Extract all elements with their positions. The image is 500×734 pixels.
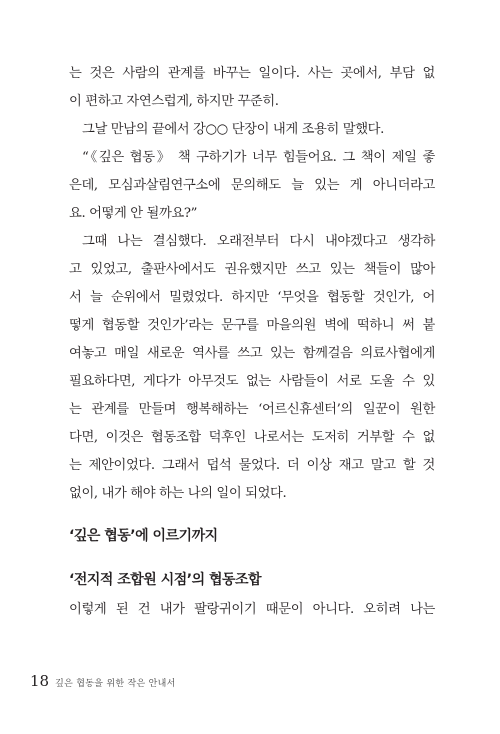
body-line: “《깊은 협동》 책 구하기가 너무 힘들어요. 그 책이 제일 좋 <box>82 150 435 165</box>
body-line: 그때 나는 결심했다. 오래전부터 다시 내야겠다고 생각하 <box>82 234 435 249</box>
body-line: 고 있었고, 출판사에서도 권유했지만 쓰고 있는 책들이 많아 <box>69 262 435 277</box>
section-heading: ‘깊은 협동’에 이르기까지 <box>69 528 218 544</box>
body-line: 는 것은 사람의 관계를 바꾸는 일이다. 사는 곳에서, 부담 없 <box>69 66 435 81</box>
body-line: 는 관계를 만들며 행복해하는 ‘어르신휴센터’의 일꾼이 원한 <box>69 402 435 417</box>
body-line: 다면, 이것은 협동조합 덕후인 나로서는 도저히 거부할 수 없 <box>69 430 435 445</box>
body-line: 서 늘 순위에서 밀렸었다. 하지만 ‘무엇을 협동할 것인가, 어 <box>69 290 435 305</box>
body-line: 요. 어떻게 안 될까요?” <box>69 206 197 221</box>
body-line: 이 편하고 자연스럽게, 하지만 꾸준히. <box>69 94 279 109</box>
page-footer <box>30 672 176 690</box>
body-line: 은데, 모심과살림연구소에 문의해도 늘 있는 게 아니더라고 <box>69 178 435 193</box>
subsection-heading: ‘전지적 조합원 시점’의 협동조합 <box>69 572 262 588</box>
body-line: 없이, 내가 해야 하는 나의 일이 되었다. <box>69 486 287 501</box>
body-line: 여놓고 매일 새로운 역사를 쓰고 있는 함께걸음 의료사협에게 <box>69 346 435 361</box>
page-number: 18 <box>30 672 50 690</box>
body-line: 필요하다면, 게다가 아무것도 없는 사람들이 서로 도울 수 있 <box>69 374 435 389</box>
body-line: 그날 만남의 끝에서 강○○ 단장이 내게 조용히 말했다. <box>82 122 384 137</box>
running-title: 깊은 협동을 위한 작은 안내서 <box>55 679 176 689</box>
body-line: 이렇게 된 건 내가 팔랑귀이기 때문이 아니다. 오히려 나는 <box>69 602 435 617</box>
body-line: 떻게 협동할 것인가’라는 문구를 마을의원 벽에 떡하니 써 붙 <box>69 318 435 333</box>
body-line: 는 제안이었다. 그래서 덥석 물었다. 더 이상 재고 말고 할 것 <box>69 458 435 473</box>
